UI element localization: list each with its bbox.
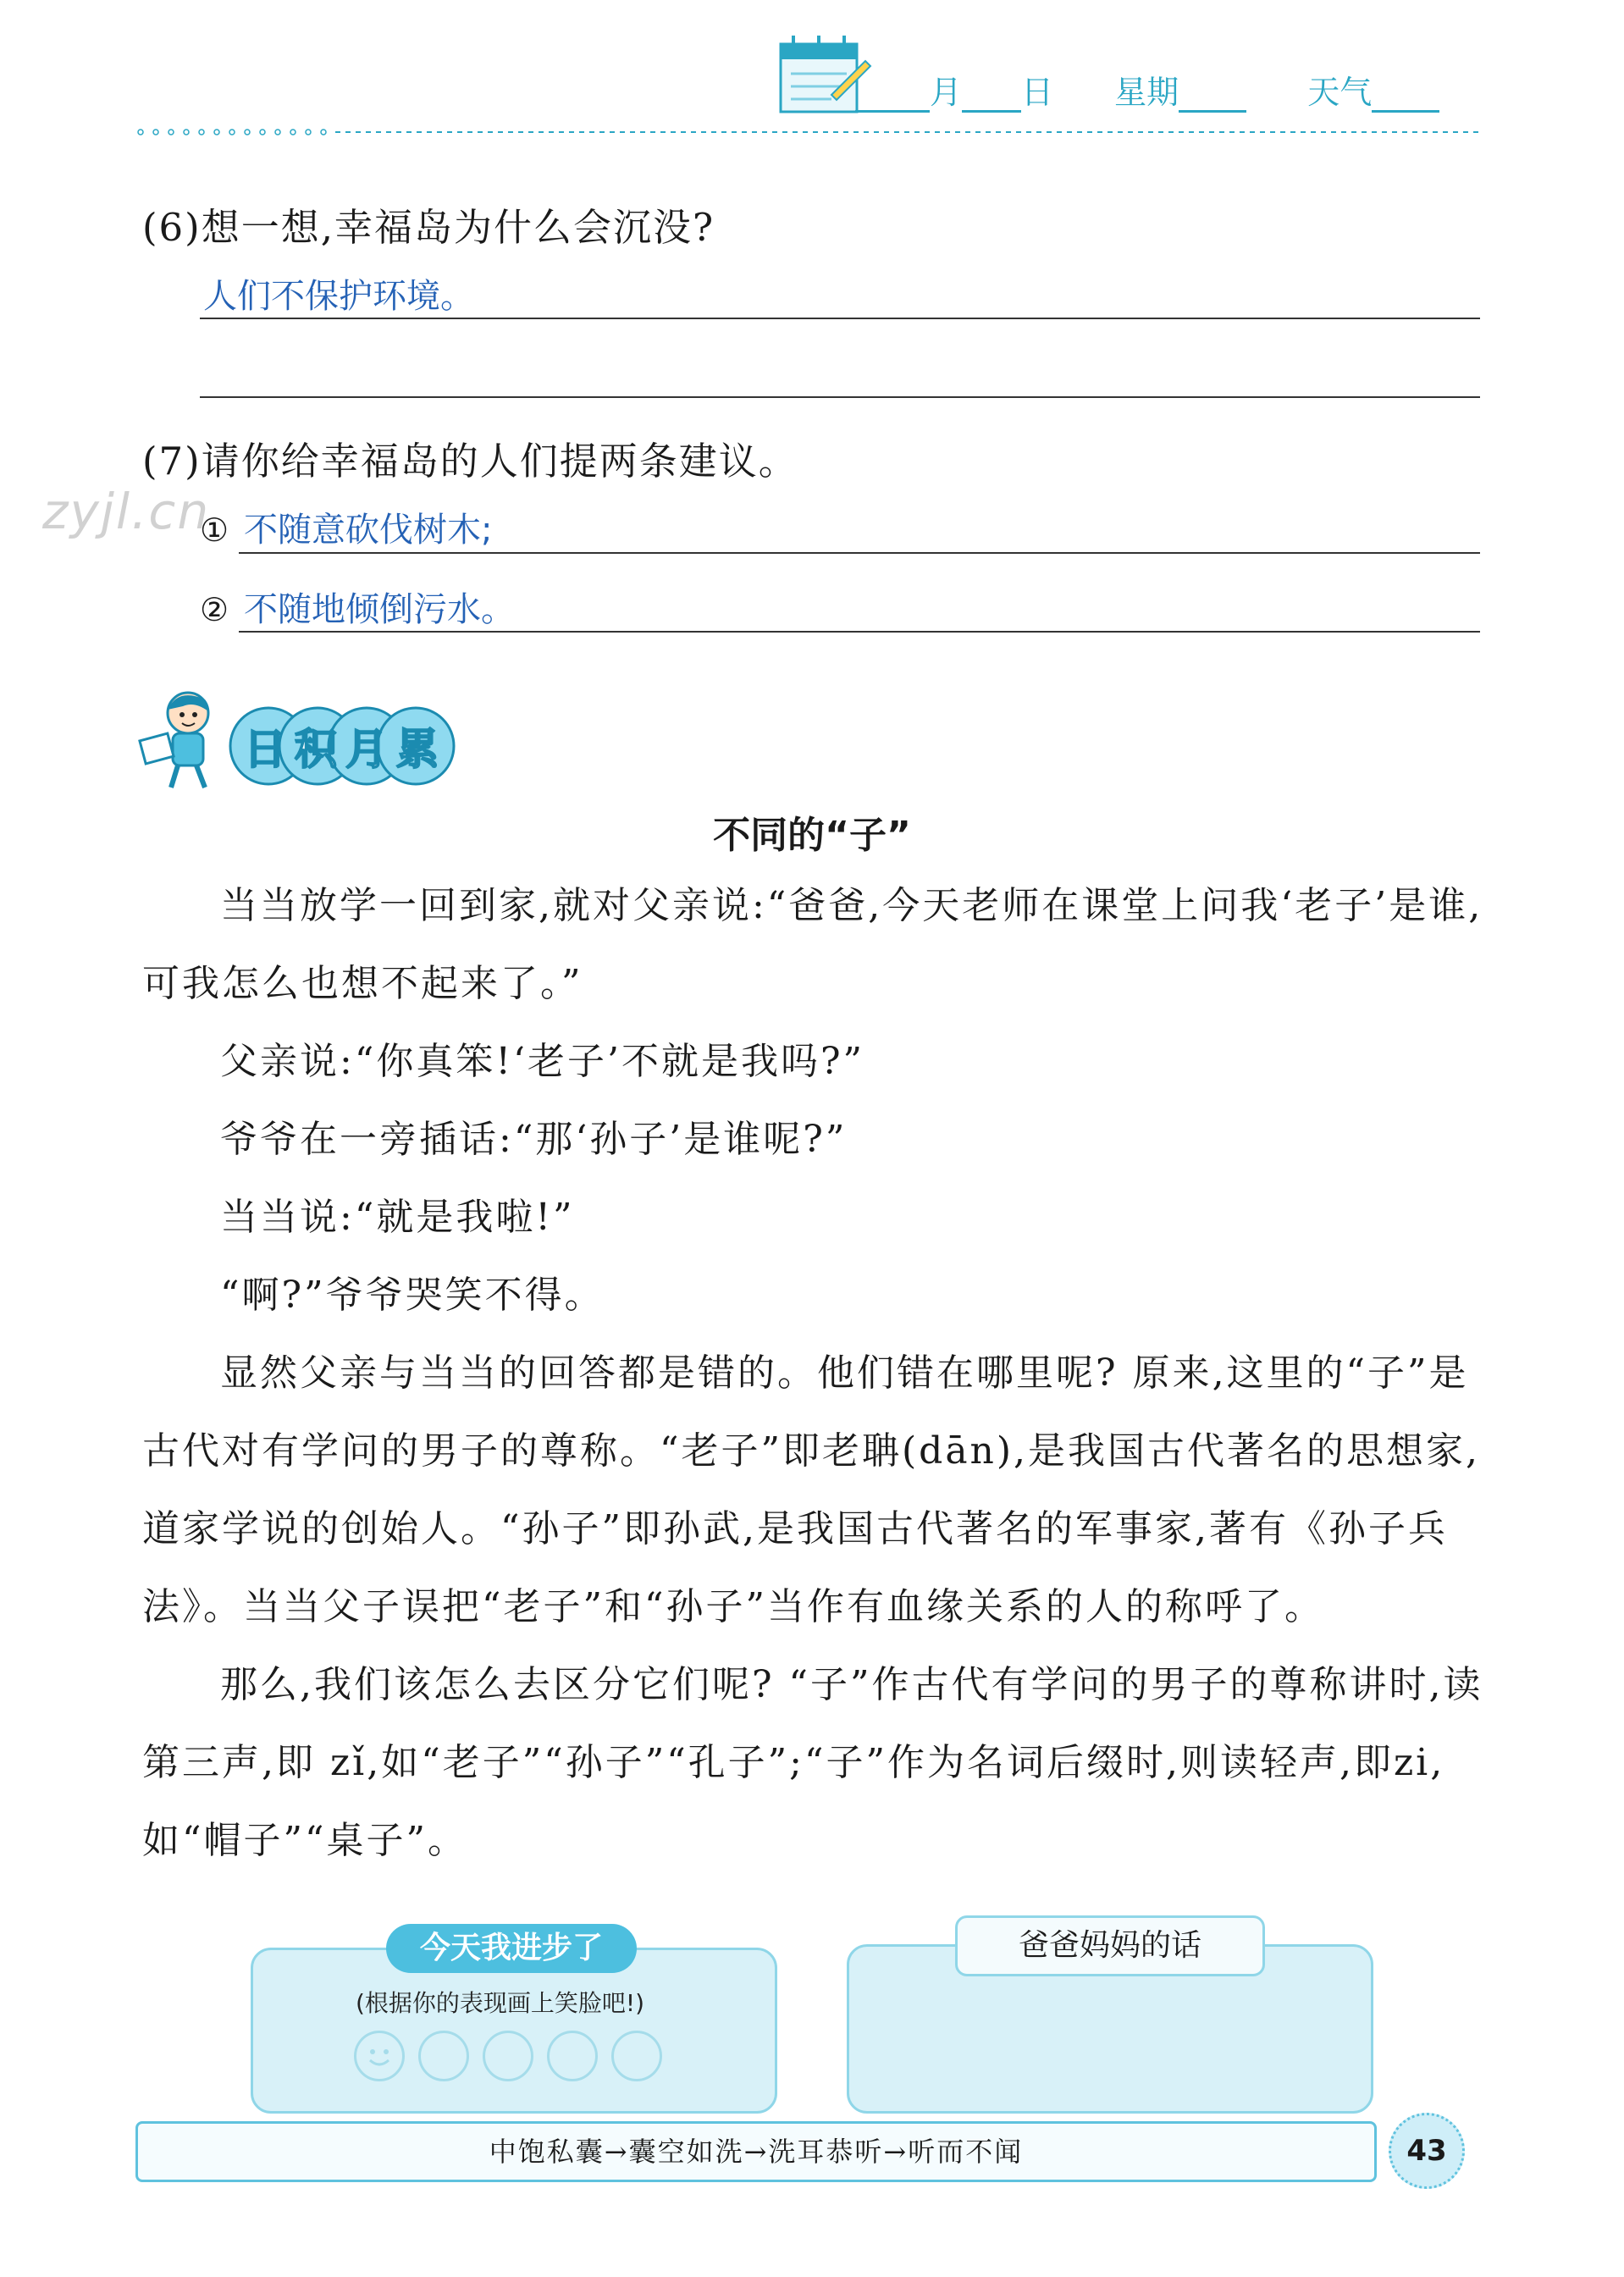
watermark: zyjl.cn xyxy=(42,483,211,540)
question-7-answer-1[interactable]: 不随意砍伐树木; xyxy=(244,511,493,550)
empty-face-circle[interactable] xyxy=(483,2031,533,2081)
smiley-face-icon[interactable] xyxy=(354,2031,405,2081)
page-number: 43 xyxy=(1389,2113,1465,2189)
article-paragraph: 那么,我们该怎么去区分它们呢? “子”作古代有学问的男子的尊称讲时,读第三声,即 zǐ,如“老子”“孙子”“孔子”;“子”作为名词后缀时,则读轻声,即zi,如“帽子”“桌子”。 xyxy=(142,1663,1483,1862)
header-divider xyxy=(135,129,1482,135)
empty-face-circle[interactable] xyxy=(547,2031,598,2081)
idiom-scroll xyxy=(135,2121,1377,2182)
article-paragraph: “啊?”爷爷哭笑不得。 xyxy=(220,1274,605,1317)
answer-line xyxy=(200,396,1480,398)
article-paragraph: 当当放学一回到家,就对父亲说:“爸爸,今天老师在课堂上问我‘老子’是谁,可我怎么也想不起来了。” xyxy=(142,884,1483,1005)
weather-label: 天气 xyxy=(1307,74,1373,111)
month-blank[interactable] xyxy=(855,73,930,113)
day-blank[interactable] xyxy=(962,73,1021,113)
boy-reading-icon xyxy=(135,684,237,794)
article-paragraph: 显然父亲与当当的回答都是错的。他们错在哪里呢? 原来,这里的“子”是古代对有学问的男子的尊称。“老子”即老聃(dān),是我国古代著名的思想家,道家学说的创始人。“孙子”即孙武,是我国古代著名的军事家,著有《孙子兵法》。当当父子误把“老子”和“孙子”当作有血缘关系的人的称呼了。 xyxy=(142,1351,1481,1628)
date-bar xyxy=(855,66,1482,117)
weekday-blank[interactable] xyxy=(1179,73,1246,113)
item-marker: ② xyxy=(200,591,229,628)
empty-face-circle[interactable] xyxy=(611,2031,662,2081)
item-marker: ① xyxy=(200,511,229,549)
question-7-answer-2[interactable]: 不随地倾倒污水。 xyxy=(244,590,515,629)
question-6-answer[interactable]: 人们不保护环境。 xyxy=(203,277,474,316)
article-paragraph: 父亲说:“你真笨!‘老子’不就是我吗?” xyxy=(220,1040,865,1083)
parents-comment-title: 爸爸妈妈的话 xyxy=(955,1915,1265,1976)
answer-line xyxy=(239,552,1480,554)
month-label: 月 xyxy=(930,74,963,111)
weekday-label: 星期 xyxy=(1114,74,1179,111)
question-7-prompt: (7)请你给幸福岛的人们提两条建议。 xyxy=(142,439,798,484)
question-6-prompt: (6)想一想,幸福岛为什么会沉没? xyxy=(142,205,715,250)
section-title: 日积月累 xyxy=(244,725,447,774)
article-paragraph: 当当说:“就是我啦!” xyxy=(220,1196,575,1239)
empty-face-circle[interactable] xyxy=(418,2031,469,2081)
day-label: 日 xyxy=(1021,74,1054,111)
article-paragraph: 爷爷在一旁插话:“那‘孙子’是谁呢?” xyxy=(220,1118,848,1161)
progress-hint: (根据你的表现画上笑脸吧!) xyxy=(356,1989,645,2017)
article-title: 不同的“子” xyxy=(713,814,911,857)
idiom-chain: 中饱私囊→囊空如洗→洗耳恭听→听而不闻 xyxy=(489,2136,1024,2168)
section-banner xyxy=(227,705,464,788)
answer-line xyxy=(239,631,1480,633)
progress-title: 今天我进步了 xyxy=(386,1924,637,1973)
answer-line xyxy=(200,318,1480,319)
weather-blank[interactable] xyxy=(1372,73,1439,113)
